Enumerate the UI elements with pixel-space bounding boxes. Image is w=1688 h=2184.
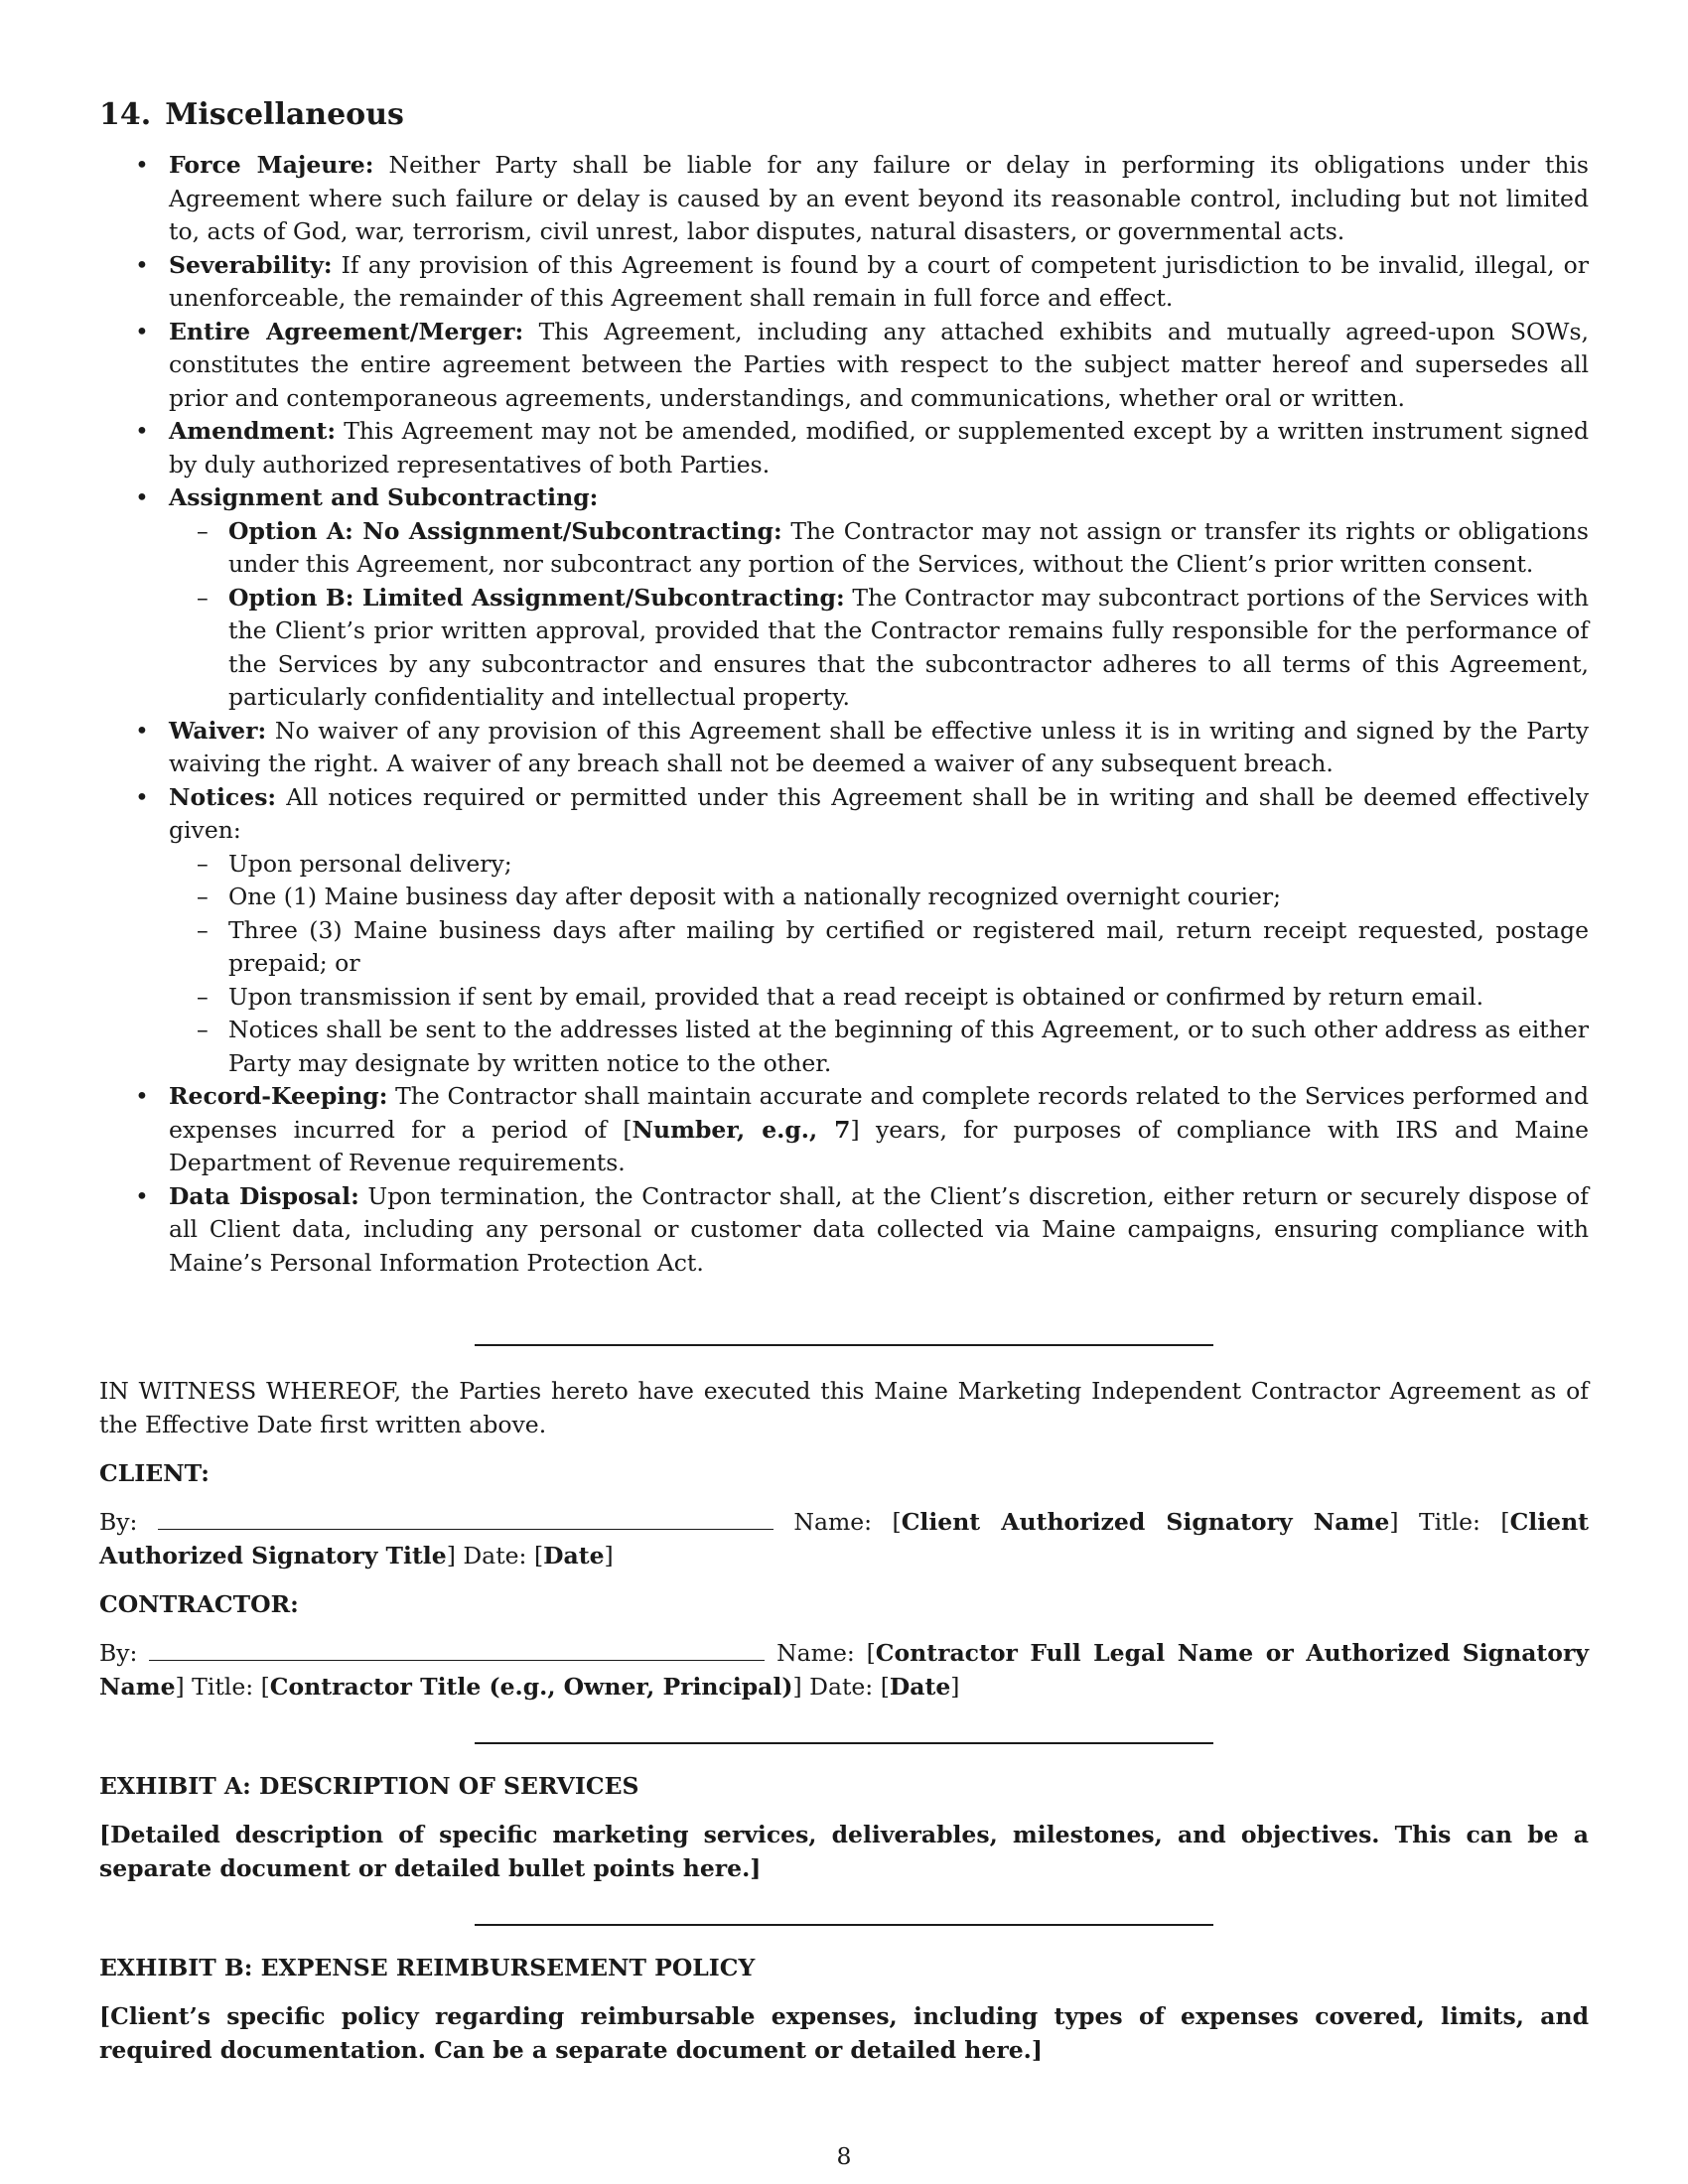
exhibit-a-heading: EXHIBIT A: DESCRIPTION OF SERVICES <box>99 1772 639 1800</box>
provision-text: Upon termination, the Contractor shall, at the Client’s discretion, either return or securely dispose of all Client data, including any personal or customer data collected via Maine campaigns, ensuring compliance with Maine’s Personal Information Protection Act. <box>169 1181 1589 1277</box>
exhibit-b-body: [Client’s specific policy regarding reimbursable expenses, including types of expenses covered, limits, and required documentation. Can be a separate document or detailed here.] <box>99 2002 1589 2064</box>
provision-entire-agreement <box>99 316 1589 416</box>
notice-method: – Notices shall be sent to the addresses listed at the beginning of this Agreement, or to such other address as either Party may designate by written notice to the other. <box>169 1014 1589 1080</box>
section-heading <box>99 95 404 135</box>
by-label: By: <box>99 1508 138 1536</box>
section-title: Miscellaneous <box>165 97 404 132</box>
provision-amendment <box>99 415 1589 481</box>
provision-text: Neither Party shall be liable for any failure or delay in performing its obligations under this Agreement where such failure or delay is caused by an event beyond its reasonable control, including but not limited to, acts of God, war, terrorism, civil unrest, labor disputes, natural disasters, or governmental acts. <box>169 151 1589 245</box>
contractor-heading: CONTRACTOR: <box>99 1590 299 1618</box>
client-heading: CLIENT: <box>99 1459 210 1487</box>
provision-label: Severability: <box>169 250 333 279</box>
provision-label: Entire Agreement/Merger: <box>169 317 524 345</box>
name-label: Name: <box>776 1639 855 1667</box>
option-label: Option B: Limited Assignment/Subcontracting: <box>228 583 845 612</box>
assignment-option-b <box>169 582 1589 715</box>
provision-waiver <box>99 715 1589 781</box>
notice-method: – Three (3) Maine business days after mailing by certified or registered mail, return receipt requested, postage prepaid; or <box>169 914 1589 981</box>
misc-provisions-list <box>99 149 1589 1280</box>
provision-label: Assignment and Subcontracting: <box>169 483 599 511</box>
provision-text: This Agreement, including any attached exhibits and mutually agreed-upon SOWs, constitutes the entire agreement between the Parties with respect to the subject matter hereof and supersedes all prior and contemporaneous agreements, understandings, and communications, whether oral or written. <box>169 317 1589 412</box>
provision-notices <box>99 781 1589 1081</box>
provision-text: No waiver of any provision of this Agreement shall be effective unless it is in writing and signed by the Party waiving the right. A waiver of any breach shall not be deemed a waiver of any subsequent breach. <box>169 716 1589 777</box>
provision-data-disposal <box>99 1180 1589 1281</box>
contractor-signature-line[interactable] <box>149 1636 765 1661</box>
title-label: Title: <box>1418 1508 1480 1536</box>
option-text: The Contractor may not assign or transfer its rights or obligations under this Agreement, nor subcontract any portion of the Services, without the Client’s prior written consent. <box>228 516 1589 578</box>
provision-severability <box>99 249 1589 316</box>
contractor-date-placeholder: Date <box>889 1672 951 1701</box>
divider-3 <box>475 1924 1213 1926</box>
assignment-option-a <box>169 515 1589 582</box>
client-signature-block: By: Name: [Client Authorized Signatory Name] Title: [Client Authorized Signatory Title] Date: [Date] <box>99 1505 1589 1572</box>
divider-2 <box>475 1742 1213 1744</box>
option-text: The Contractor may subcontract portions of the Services with the Client’s prior written approval, provided that the Contractor remains fully responsible for the performance of the Services by any subcontractor and ensures that the subcontractor adheres to all terms of this Agreement, particularly confidentiality and intellectual property. <box>228 583 1590 711</box>
provision-assignment <box>99 481 1589 715</box>
assignment-options-list <box>169 515 1589 715</box>
provision-text: The Contractor shall maintain accurate and complete records related to the Services performed and expenses incurred for a period of [ <box>169 1082 1589 1144</box>
contractor-name-placeholder: Contractor Full Legal Name or Authorized Signatory Name <box>99 1639 1589 1701</box>
date-label: Date: <box>463 1541 527 1570</box>
provision-label: Record-Keeping: <box>169 1082 388 1110</box>
provision-label: Waiver: <box>169 716 267 745</box>
title-label: Title: <box>192 1672 254 1701</box>
provision-force-majeure <box>99 149 1589 249</box>
name-label: Name: <box>793 1508 873 1536</box>
provision-text: This Agreement may not be amended, modified, or supplemented except by a written instrument signed by duly authorized representatives of both Parties. <box>169 417 1589 478</box>
provision-label: Amendment: <box>169 417 336 445</box>
notice-method: – Upon personal delivery; <box>169 848 1589 882</box>
provision-text-end: ] years, for purposes of compliance with IRS and Maine Department of Revenue requirements. <box>169 1115 1589 1176</box>
provision-text: All notices required or permitted under this Agreement shall be in writing and shall be deemed effectively given: <box>169 782 1589 844</box>
exhibit-b-heading: EXHIBIT B: EXPENSE REIMBURSEMENT POLICY <box>99 1954 756 1981</box>
provision-label: Data Disposal: <box>169 1181 359 1210</box>
contractor-signature-block: By: Name: [Contractor Full Legal Name or Authorized Signatory Name] Title: [Contractor Title (e.g., Owner, Principal)] Date: [Date] <box>99 1636 1589 1704</box>
placeholder-years: Number, e.g., 7 <box>632 1115 851 1144</box>
option-label: Option A: No Assignment/Subcontracting: <box>228 516 782 545</box>
client-signature-line[interactable] <box>158 1505 774 1530</box>
client-date-placeholder: Date <box>543 1541 605 1570</box>
notice-method: – One (1) Maine business day after deposit with a nationally recognized overnight courier; <box>169 881 1589 914</box>
divider-1 <box>475 1344 1213 1346</box>
contractor-title-placeholder: Contractor Title (e.g., Owner, Principal) <box>269 1672 793 1701</box>
by-label: By: <box>99 1639 138 1667</box>
client-title-placeholder: Client Authorized Signatory Title <box>99 1508 1590 1570</box>
provision-label: Notices: <box>169 782 277 811</box>
section-number: 14. <box>99 97 152 132</box>
notice-method: – Upon transmission if sent by email, provided that a read receipt is obtained or confirmed by return email. <box>169 981 1589 1015</box>
notices-methods-list <box>169 848 1589 1081</box>
provision-record-keeping <box>99 1080 1589 1180</box>
page-number: 8 <box>836 2142 852 2170</box>
client-name-placeholder: Client Authorized Signatory Name <box>901 1508 1390 1536</box>
witness-paragraph: IN WITNESS WHEREOF, the Parties hereto have executed this Maine Marketing Independent Contractor Agreement as of the Effective Date first written above. <box>99 1377 1589 1438</box>
provision-label: Force Majeure: <box>169 151 374 179</box>
exhibit-a-body: [Detailed description of specific marketing services, deliverables, milestones, and objectives. This can be a separate document or detailed bullet points here.] <box>99 1821 1589 1882</box>
provision-text: If any provision of this Agreement is found by a court of competent jurisdiction to be invalid, illegal, or unenforceable, the remainder of this Agreement shall remain in full force and effect. <box>169 250 1589 312</box>
date-label: Date: <box>809 1672 874 1701</box>
